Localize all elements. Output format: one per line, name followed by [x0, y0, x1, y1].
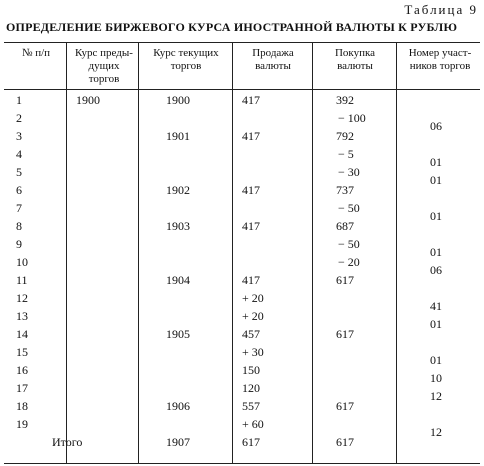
cell-buy: 687	[336, 219, 354, 233]
cell-buy: 617	[336, 399, 354, 413]
cell-buy: − 50	[338, 237, 360, 251]
cell-participants: 41	[430, 299, 442, 313]
header-participants: Номер участ- ников торгов	[408, 47, 472, 72]
cell-buy: 392	[336, 93, 354, 107]
cell-num: 11	[16, 273, 28, 287]
cell-num: 4	[16, 147, 22, 161]
cell-sell: 457	[242, 327, 260, 341]
cell-current-rate: 1907	[166, 435, 190, 449]
table-title: ОПРЕДЕЛЕНИЕ БИРЖЕВОГО КУРСА ИНОСТРАННОЙ ВАЛЮТЫ К РУБЛЮ	[6, 20, 458, 34]
cell-sell: 150	[242, 363, 260, 377]
cell-sell: 557	[242, 399, 260, 413]
header-buy: Покупка валюты	[334, 47, 376, 72]
cell-buy: − 50	[338, 201, 360, 215]
column-divider	[232, 43, 233, 463]
header-prev-rate: Курс преды- дущих торгов	[75, 47, 133, 85]
cell-current-rate: 1906	[166, 399, 190, 413]
header-sell: Продажа валюты	[252, 47, 294, 72]
cell-buy: 617	[336, 435, 354, 449]
cell-participants: 01	[430, 209, 442, 223]
cell-num: 9	[16, 237, 22, 251]
cell-sell: 417	[242, 273, 260, 287]
cell-buy: 737	[336, 183, 354, 197]
cell-buy: 617	[336, 327, 354, 341]
cell-participants: 01	[430, 317, 442, 331]
cell-buy: − 30	[338, 165, 360, 179]
cell-current-rate: 1902	[166, 183, 190, 197]
cell-participants: 12	[430, 425, 442, 439]
cell-sell: 417	[242, 129, 260, 143]
cell-current-rate: 1903	[166, 219, 190, 233]
cell-num: 7	[16, 201, 22, 215]
cell-num: 10	[16, 255, 28, 269]
cell-current-rate: 1901	[166, 129, 190, 143]
cell-sell: 417	[242, 93, 260, 107]
cell-prev-rate: 1900	[76, 93, 100, 107]
cell-sell: 417	[242, 219, 260, 233]
cell-participants: 01	[430, 245, 442, 259]
cell-buy: − 100	[338, 111, 366, 125]
cell-current-rate: 1905	[166, 327, 190, 341]
cell-buy: 617	[336, 273, 354, 287]
exchange-rate-table	[4, 42, 480, 464]
cell-num: 2	[16, 111, 22, 125]
cell-participants: 12	[430, 389, 442, 403]
cell-buy: 792	[336, 129, 354, 143]
cell-sell: 417	[242, 183, 260, 197]
cell-num: 19	[16, 417, 28, 431]
cell-num: 18	[16, 399, 28, 413]
cell-num: 1	[16, 93, 22, 107]
cell-num: 16	[16, 363, 28, 377]
cell-current-rate: 1904	[166, 273, 190, 287]
cell-sell: 120	[242, 381, 260, 395]
column-divider	[396, 43, 397, 463]
cell-sell: 617	[242, 435, 260, 449]
cell-num: 13	[16, 309, 28, 323]
cell-sell: + 20	[242, 309, 264, 323]
header-divider	[4, 89, 480, 90]
column-divider	[138, 43, 139, 463]
cell-participants: 01	[430, 353, 442, 367]
cell-participants: 10	[430, 371, 442, 385]
cell-participants: 06	[430, 119, 442, 133]
cell-buy: − 20	[338, 255, 360, 269]
header-current-rate: Курс текущих торгов	[153, 47, 219, 72]
cell-prev-rate: Итого	[52, 435, 83, 449]
cell-participants: 01	[430, 173, 442, 187]
table-caption: Таблица 9	[404, 2, 478, 17]
cell-num: 3	[16, 129, 22, 143]
cell-buy: − 5	[338, 147, 354, 161]
cell-num: 8	[16, 219, 22, 233]
cell-sell: + 30	[242, 345, 264, 359]
column-divider	[66, 43, 67, 463]
cell-current-rate: 1900	[166, 93, 190, 107]
cell-num: 17	[16, 381, 28, 395]
cell-num: 12	[16, 291, 28, 305]
cell-participants: 06	[430, 263, 442, 277]
header-num: № п/п	[21, 47, 51, 59]
column-divider	[312, 43, 313, 463]
cell-num: 14	[16, 327, 28, 341]
cell-num: 5	[16, 165, 22, 179]
cell-participants: 01	[430, 155, 442, 169]
cell-sell: + 60	[242, 417, 264, 431]
cell-num: 6	[16, 183, 22, 197]
cell-num: 15	[16, 345, 28, 359]
cell-sell: + 20	[242, 291, 264, 305]
